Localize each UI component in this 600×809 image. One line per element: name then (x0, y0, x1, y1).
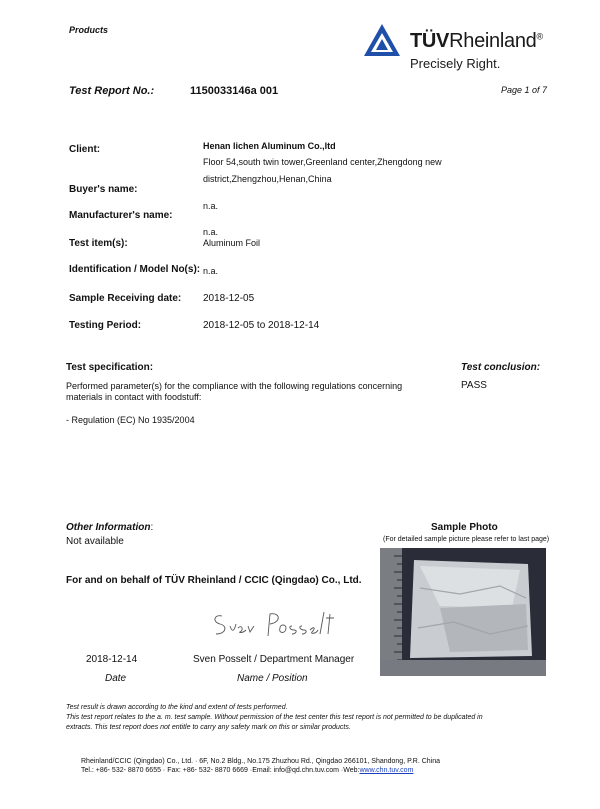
footer-contact (81, 767, 413, 774)
signature-image (208, 608, 338, 642)
report-number-label: Test Report No.: (69, 85, 155, 97)
other-info-heading-text: Other Information (66, 522, 151, 533)
footer-contact-text: Tel.: +86- 532- 8870 6655 · Fax: +86- 532- 8870 6669 ·Email: info@qd.chn.tuv.com ·Web: (81, 767, 360, 774)
brand-bold: TÜV (410, 30, 450, 52)
buyer-value: n.a. (203, 201, 219, 211)
other-info-heading (66, 522, 153, 533)
test-conclusion-value: PASS (461, 380, 487, 391)
buyer-label: Buyer's name: (69, 184, 138, 195)
manufacturer-label: Manufacturer's name: (69, 210, 173, 221)
footer-web-link[interactable]: www.chn.tuv.com (359, 767, 414, 774)
testing-period-value: 2018-12-05 to 2018-12-14 (203, 320, 320, 331)
client-address-line1: Floor 54,south twin tower,Greenland center,Zhengdong new (203, 157, 442, 167)
testing-period-label: Testing Period: (69, 320, 142, 331)
test-item-label: Test item(s): (69, 238, 128, 249)
test-item-value: Aluminum Foil (203, 238, 261, 248)
client-address-line2: district,Zhengzhou,Henan,China (203, 174, 332, 184)
report-number: 1150033146a 001 (190, 85, 279, 97)
sample-photo (380, 548, 546, 676)
other-info-colon: : (150, 522, 154, 533)
sample-photo-note: (For detailed sample picture please refer to last page) (383, 536, 550, 543)
name-position-label: Name / Position (237, 673, 308, 684)
identification-value: n.a. (203, 266, 219, 276)
sample-photo-title: Sample Photo (431, 522, 498, 533)
test-spec-text-line1: Performed parameter(s) for the compliance with the following regulations concerning (66, 381, 403, 391)
brand-registered: ® (536, 31, 543, 42)
identification-label: Identification / Model No(s): (69, 264, 201, 275)
test-spec-heading: Test specification: (66, 362, 154, 373)
page-number: Page 1 of 7 (501, 85, 548, 95)
brand-light: Rheinland (449, 30, 537, 52)
regulation-item: - Regulation (EC) No 1935/2004 (66, 415, 195, 425)
section-label: Products (69, 25, 109, 35)
on-behalf-statement: For and on behalf of TÜV Rheinland / CCIC (Qingdao) Co., Ltd. (66, 575, 362, 586)
signatory-name: Sven Posselt / Department Manager (193, 654, 355, 665)
client-label: Client: (69, 144, 101, 155)
receiving-date-label: Sample Receiving date: (69, 293, 182, 304)
date-label: Date (105, 673, 127, 684)
brand-tagline: Precisely Right. (410, 56, 501, 71)
other-info-value: Not available (66, 536, 124, 547)
signature-date: 2018-12-14 (86, 654, 138, 665)
note-line1: Test result is drawn according to the kind and extent of tests performed. (66, 704, 288, 711)
note-line2: This test report relates to the a. m. test sample. Without permission of the test center this test report is not permitted to be duplicated in (66, 714, 483, 721)
note-line3: extracts. This test report does not entitle to carry any safety mark on this or similar products. (66, 724, 351, 731)
manufacturer-value: n.a. (203, 227, 219, 237)
test-spec-text-line2: materials in contact with foodstuff: (66, 392, 202, 402)
client-name: Henan lichen Aluminum Co.,ltd (203, 141, 336, 151)
test-conclusion-heading: Test conclusion: (461, 362, 541, 373)
tuv-logo-icon (362, 22, 402, 58)
brand-logo-text (410, 30, 543, 53)
footer-address: Rheinland/CCIC (Qingdao) Co., Ltd. · 6F, No.2 Bldg., No.175 Zhuzhou Rd., Qingdao 266101, Shandong, P.R. China (81, 758, 441, 765)
receiving-date-value: 2018-12-05 (203, 293, 255, 304)
